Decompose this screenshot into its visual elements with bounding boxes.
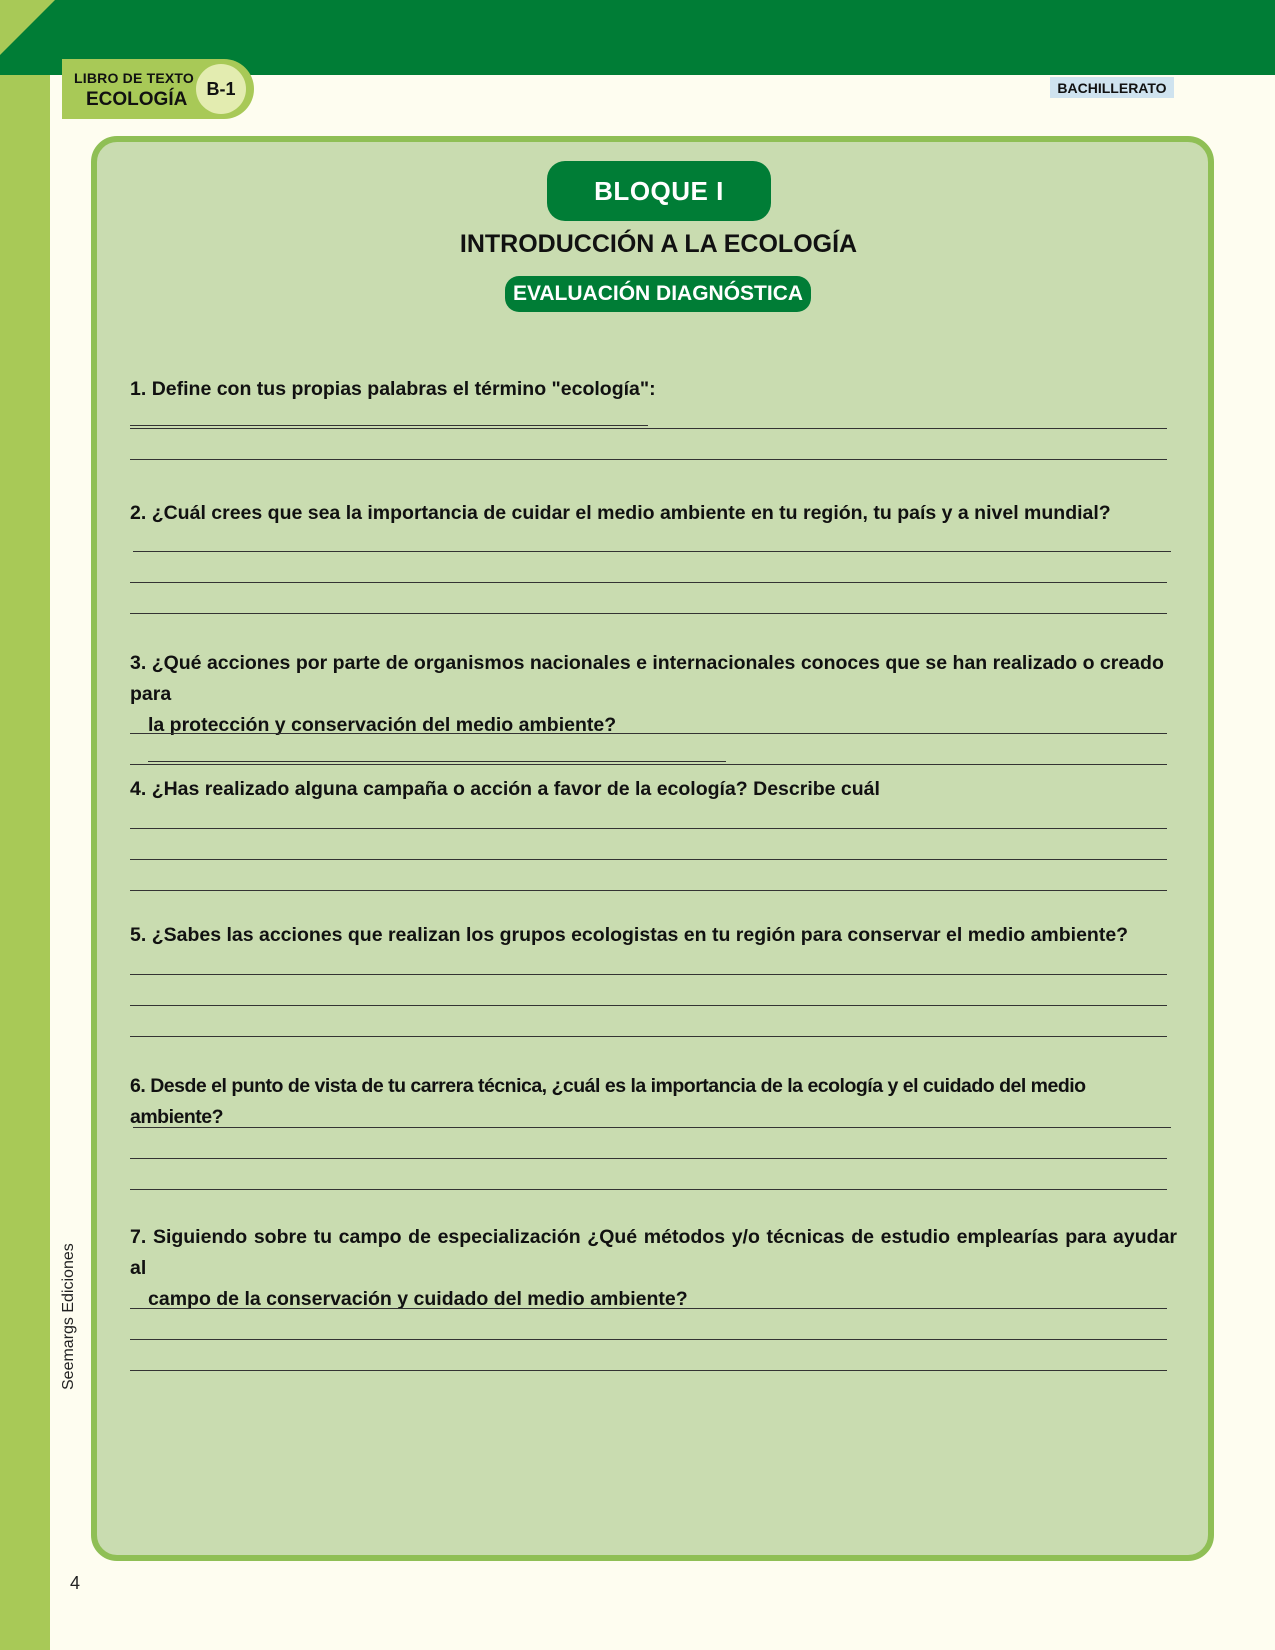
answer-line[interactable] xyxy=(130,733,1167,734)
question-number: 5. xyxy=(130,924,147,946)
answer-line[interactable] xyxy=(130,425,648,426)
question-text: ¿Has realizado alguna campaña o acción a favor de la ecología? Describe cuál xyxy=(151,778,880,800)
answer-line[interactable] xyxy=(130,1189,1167,1190)
answer-line[interactable] xyxy=(133,1127,1171,1128)
answer-line[interactable] xyxy=(130,974,1167,975)
question-text: Siguiendo sobre tu campo de especialización ¿Qué métodos y/o técnicas de estudio emplearías para ayudar al xyxy=(130,1226,1178,1279)
section-title: EVALUACIÓN DIAGNÓSTICA xyxy=(505,276,811,312)
answer-line[interactable] xyxy=(148,761,726,762)
question-6 xyxy=(130,1071,1177,1133)
question-4 xyxy=(130,774,1177,805)
book-header-tab xyxy=(62,59,254,119)
answer-line[interactable] xyxy=(130,1036,1167,1037)
question-1 xyxy=(130,374,1177,436)
answer-line[interactable] xyxy=(130,1158,1167,1159)
book-label: LIBRO DE TEXTO xyxy=(74,70,194,86)
answer-line[interactable] xyxy=(130,582,1167,583)
publisher-credit: Seemargs Ediciones xyxy=(60,1243,77,1390)
top-corner-decoration xyxy=(0,0,55,55)
answer-line[interactable] xyxy=(130,890,1167,891)
question-number: 6. xyxy=(130,1075,146,1097)
question-text-continued: campo de la conservación y cuidado del medio ambiente? xyxy=(148,1288,688,1310)
subject-title: ECOLOGÍA xyxy=(86,89,188,110)
question-text: ¿Sabes las acciones que realizan los grupos ecologistas en tu región para conservar el medio ambiente? xyxy=(151,924,1129,946)
answer-line[interactable] xyxy=(130,459,1167,460)
unit-title: INTRODUCCIÓN A LA ECOLOGÍA xyxy=(459,230,858,258)
question-number: 3. xyxy=(130,652,147,674)
question-number: 1. xyxy=(130,378,147,400)
question-number: 7. xyxy=(130,1226,147,1248)
worksheet-panel xyxy=(91,136,1214,1561)
question-7 xyxy=(130,1222,1177,1315)
question-text: ¿Cuál crees que sea la importancia de cuidar el medio ambiente en tu región, tu país y a nivel mundial? xyxy=(151,502,1111,524)
question-text: Define con tus propias palabras el término "ecología": xyxy=(151,378,656,400)
answer-line[interactable] xyxy=(133,551,1171,552)
question-5 xyxy=(130,920,1177,951)
level-tag: BACHILLERATO xyxy=(1050,77,1174,98)
answer-line[interactable] xyxy=(130,828,1167,829)
question-2 xyxy=(130,498,1177,529)
question-text-continued: la protección y conservación del medio ambiente? xyxy=(148,714,617,736)
question-text: ¿Qué acciones por parte de organismos nacionales e internacionales conoces que se han realizado o creado para xyxy=(130,652,1164,705)
page-number: 4 xyxy=(70,1573,81,1593)
question-text: Desde el punto de vista de tu carrera técnica, ¿cuál es la importancia de la ecología y el cuidado del medio ambiente? xyxy=(130,1075,1086,1128)
answer-line[interactable] xyxy=(130,428,1167,429)
answer-line[interactable] xyxy=(130,1005,1167,1006)
answer-line[interactable] xyxy=(130,613,1167,614)
answer-line[interactable] xyxy=(130,1370,1167,1371)
question-number: 4. xyxy=(130,778,147,800)
answer-line[interactable] xyxy=(130,1308,1167,1309)
answer-line[interactable] xyxy=(130,764,1167,765)
question-3 xyxy=(130,648,1177,772)
question-number: 2. xyxy=(130,502,147,524)
book-code-badge: B-1 xyxy=(196,64,246,114)
block-title: BLOQUE I xyxy=(547,161,771,221)
answer-line[interactable] xyxy=(130,1339,1167,1340)
answer-line[interactable] xyxy=(130,859,1167,860)
